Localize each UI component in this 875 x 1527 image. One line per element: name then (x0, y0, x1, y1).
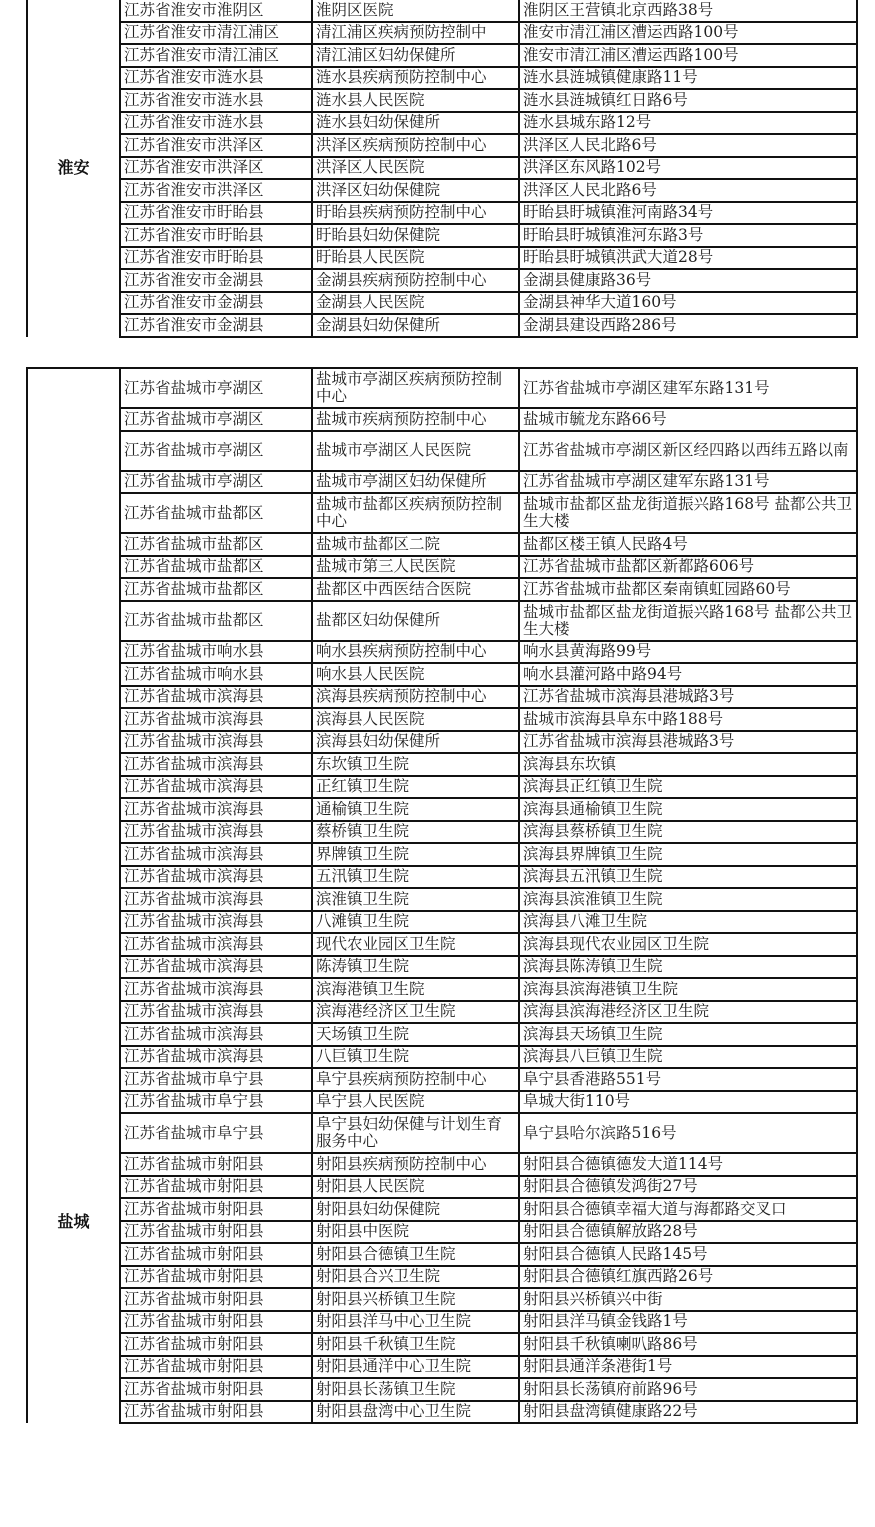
table-row (27, 1176, 857, 1199)
address-cell: 洪泽区东风路102号 (519, 157, 857, 180)
region-cell: 江苏省淮安市涟水县 (120, 112, 312, 135)
institution-name-cell: 正红镇卫生院 (312, 776, 519, 799)
table-row (27, 686, 857, 709)
region-cell: 江苏省盐城市滨海县 (120, 731, 312, 754)
table-row (27, 888, 857, 911)
region-cell: 江苏省盐城市盐都区 (120, 601, 312, 641)
address-cell: 射阳县盘湾镇健康路22号 (519, 1401, 857, 1424)
address-cell: 盐城市毓龙东路66号 (519, 408, 857, 431)
table-row (27, 1243, 857, 1266)
table-row (27, 202, 857, 225)
address-cell: 涟水县涟城镇红日路6号 (519, 89, 857, 112)
institution-name-cell: 响水县人民医院 (312, 663, 519, 686)
region-cell: 江苏省盐城市射阳县 (120, 1266, 312, 1289)
address-cell: 涟水县城东路12号 (519, 112, 857, 135)
institution-name-cell: 盱眙县妇幼保健院 (312, 224, 519, 247)
table-row (27, 292, 857, 315)
region-cell: 江苏省盐城市滨海县 (120, 1001, 312, 1024)
institution-name-cell: 阜宁县人民医院 (312, 1091, 519, 1114)
institution-name-cell: 清江浦区疾病预防控制中 (312, 22, 519, 45)
region-cell: 江苏省盐城市滨海县 (120, 866, 312, 889)
table-row (27, 866, 857, 889)
address-cell: 盐城市盐都区盐龙街道振兴路168号 盐都公共卫生大楼 (519, 493, 857, 533)
table-row (27, 1288, 857, 1311)
institution-name-cell: 滨海县疾病预防控制中心 (312, 686, 519, 709)
region-cell: 江苏省盐城市射阳县 (120, 1356, 312, 1379)
table-row (27, 978, 857, 1001)
table-row (27, 269, 857, 292)
table-row (27, 179, 857, 202)
address-cell: 滨海县蔡桥镇卫生院 (519, 821, 857, 844)
institution-name-cell: 洪泽区人民医院 (312, 157, 519, 180)
region-cell: 江苏省盐城市阜宁县 (120, 1068, 312, 1091)
institution-name-cell: 界牌镇卫生院 (312, 843, 519, 866)
table-row (27, 1068, 857, 1091)
institution-name-cell: 滨海县妇幼保健所 (312, 731, 519, 754)
region-cell: 江苏省淮安市金湖县 (120, 292, 312, 315)
table-row (27, 368, 857, 408)
table-row (27, 1356, 857, 1379)
table-row (27, 663, 857, 686)
table-row (27, 1091, 857, 1114)
institution-name-cell: 通榆镇卫生院 (312, 798, 519, 821)
address-cell: 射阳县合德镇发鸿街27号 (519, 1176, 857, 1199)
region-cell: 江苏省淮安市金湖县 (120, 314, 312, 337)
address-cell: 滨海县陈涛镇卫生院 (519, 956, 857, 979)
region-cell: 江苏省盐城市盐都区 (120, 578, 312, 601)
institution-name-cell: 八滩镇卫生院 (312, 911, 519, 934)
table-row (27, 956, 857, 979)
table-row (27, 224, 857, 247)
region-cell: 江苏省淮安市洪泽区 (120, 157, 312, 180)
table-row (27, 556, 857, 579)
address-cell: 滨海县天场镇卫生院 (519, 1023, 857, 1046)
region-cell: 江苏省盐城市响水县 (120, 663, 312, 686)
table-row (27, 1046, 857, 1069)
region-cell: 江苏省盐城市滨海县 (120, 1046, 312, 1069)
table-row (27, 1401, 857, 1424)
institution-name-cell: 射阳县千秋镇卫生院 (312, 1333, 519, 1356)
address-cell: 盐城市盐都区盐龙街道振兴路168号 盐都公共卫生大楼 (519, 601, 857, 641)
table-row (27, 933, 857, 956)
region-cell: 江苏省盐城市滨海县 (120, 686, 312, 709)
region-cell: 江苏省盐城市亭湖区 (120, 408, 312, 431)
address-cell: 射阳县长荡镇府前路96号 (519, 1378, 857, 1401)
institution-name-cell: 盐都区妇幼保健所 (312, 601, 519, 641)
address-cell: 射阳县合德镇德发大道114号 (519, 1153, 857, 1176)
table-row (27, 911, 857, 934)
institution-name-cell: 东坎镇卫生院 (312, 753, 519, 776)
institution-name-cell: 洪泽区疾病预防控制中心 (312, 134, 519, 157)
address-cell: 江苏省盐城市滨海县港城路3号 (519, 686, 857, 709)
institution-name-cell: 盐城市盐都区疾病预防控制中心 (312, 493, 519, 533)
address-cell: 江苏省盐城市亭湖区建军东路131号 (519, 471, 857, 494)
institution-name-cell: 天场镇卫生院 (312, 1023, 519, 1046)
table-row (27, 1378, 857, 1401)
address-cell: 盐都区楼王镇人民路4号 (519, 533, 857, 556)
table-row (27, 1198, 857, 1221)
region-cell: 江苏省盐城市射阳县 (120, 1176, 312, 1199)
region-cell: 江苏省盐城市滨海县 (120, 911, 312, 934)
address-cell: 射阳县合德镇红旗西路26号 (519, 1266, 857, 1289)
address-cell: 盐城市滨海县阜东中路188号 (519, 708, 857, 731)
table-row (27, 22, 857, 45)
region-cell: 江苏省盐城市滨海县 (120, 888, 312, 911)
address-cell: 射阳县通洋条港街1号 (519, 1356, 857, 1379)
region-cell: 江苏省盐城市滨海县 (120, 956, 312, 979)
address-cell: 江苏省盐城市滨海县港城路3号 (519, 731, 857, 754)
table-row (27, 821, 857, 844)
institution-name-cell: 响水县疾病预防控制中心 (312, 641, 519, 664)
address-cell: 射阳县合德镇幸福大道与海都路交叉口 (519, 1198, 857, 1221)
institution-name-cell: 射阳县合德镇卫生院 (312, 1243, 519, 1266)
address-cell: 滨海县滨海港镇卫生院 (519, 978, 857, 1001)
table-row (27, 89, 857, 112)
city-group-label: 淮安 (27, 0, 120, 337)
address-cell: 滨海县八巨镇卫生院 (519, 1046, 857, 1069)
address-cell: 滨海县滨海港经济区卫生院 (519, 1001, 857, 1024)
address-cell: 射阳县洋马镇金钱路1号 (519, 1311, 857, 1334)
table-row (27, 0, 857, 22)
table-row (27, 798, 857, 821)
institution-name-cell: 清江浦区妇幼保健所 (312, 44, 519, 67)
institution-name-cell: 射阳县疾病预防控制中心 (312, 1153, 519, 1176)
group-table-yancheng (26, 367, 858, 1424)
institution-name-cell: 金湖县妇幼保健所 (312, 314, 519, 337)
institution-name-cell: 盐城市亭湖区疾病预防控制中心 (312, 368, 519, 408)
table-row (27, 134, 857, 157)
address-cell: 响水县灌河路中路94号 (519, 663, 857, 686)
address-cell: 滨海县界牌镇卫生院 (519, 843, 857, 866)
region-cell: 江苏省淮安市盱眙县 (120, 202, 312, 225)
region-cell: 江苏省盐城市阜宁县 (120, 1091, 312, 1114)
region-cell: 江苏省盐城市滨海县 (120, 978, 312, 1001)
region-cell: 江苏省淮安市淮阴区 (120, 0, 312, 22)
institution-name-cell: 射阳县兴桥镇卫生院 (312, 1288, 519, 1311)
table-row (27, 493, 857, 533)
region-cell: 江苏省盐城市盐都区 (120, 493, 312, 533)
institution-name-cell: 盐都区中西医结合医院 (312, 578, 519, 601)
address-cell: 滨海县正红镇卫生院 (519, 776, 857, 799)
institution-name-cell: 射阳县洋马中心卫生院 (312, 1311, 519, 1334)
table-row (27, 1311, 857, 1334)
region-cell: 江苏省淮安市洪泽区 (120, 179, 312, 202)
institution-name-cell: 金湖县疾病预防控制中心 (312, 269, 519, 292)
table-row (27, 578, 857, 601)
table-row (27, 408, 857, 431)
address-cell: 射阳县合德镇人民路145号 (519, 1243, 857, 1266)
region-cell: 江苏省盐城市射阳县 (120, 1333, 312, 1356)
region-cell: 江苏省盐城市盐都区 (120, 533, 312, 556)
address-cell: 滨海县八滩卫生院 (519, 911, 857, 934)
institution-name-cell: 滨海港镇卫生院 (312, 978, 519, 1001)
institution-name-cell: 陈涛镇卫生院 (312, 956, 519, 979)
table-row (27, 67, 857, 90)
region-cell: 江苏省淮安市涟水县 (120, 89, 312, 112)
table-row (27, 112, 857, 135)
region-cell: 江苏省盐城市滨海县 (120, 843, 312, 866)
region-cell: 江苏省盐城市滨海县 (120, 933, 312, 956)
address-cell: 洪泽区人民北路6号 (519, 134, 857, 157)
address-cell: 响水县黄海路99号 (519, 641, 857, 664)
address-cell: 射阳县兴桥镇兴中街 (519, 1288, 857, 1311)
address-cell: 江苏省盐城市亭湖区新区经四路以西纬五路以南 (519, 431, 857, 471)
table-row (27, 843, 857, 866)
table-row (27, 431, 857, 471)
region-cell: 江苏省盐城市射阳县 (120, 1401, 312, 1424)
table-row (27, 1221, 857, 1244)
address-cell: 盱眙县盱城镇淮河东路3号 (519, 224, 857, 247)
institution-name-cell: 现代农业园区卫生院 (312, 933, 519, 956)
table-row (27, 1001, 857, 1024)
address-cell: 淮安市清江浦区漕运西路100号 (519, 22, 857, 45)
address-cell: 金湖县神华大道160号 (519, 292, 857, 315)
institution-name-cell: 盐城市亭湖区人民医院 (312, 431, 519, 471)
region-cell: 江苏省盐城市射阳县 (120, 1221, 312, 1244)
address-cell: 盱眙县盱城镇淮河南路34号 (519, 202, 857, 225)
table-row (27, 1333, 857, 1356)
table-row (27, 601, 857, 641)
institution-name-cell: 射阳县盘湾中心卫生院 (312, 1401, 519, 1424)
region-cell: 江苏省盐城市阜宁县 (120, 1113, 312, 1153)
institution-name-cell: 滨海港经济区卫生院 (312, 1001, 519, 1024)
table-row (27, 1113, 857, 1153)
region-cell: 江苏省淮安市清江浦区 (120, 44, 312, 67)
city-group-label: 盐城 (27, 368, 120, 1423)
address-cell: 淮阴区王营镇北京西路38号 (519, 0, 857, 22)
region-cell: 江苏省盐城市亭湖区 (120, 368, 312, 408)
institution-name-cell: 盐城市盐都区二院 (312, 533, 519, 556)
region-cell: 江苏省盐城市滨海县 (120, 798, 312, 821)
region-cell: 江苏省淮安市洪泽区 (120, 134, 312, 157)
region-cell: 江苏省盐城市盐都区 (120, 556, 312, 579)
table-row (27, 641, 857, 664)
address-cell: 滨海县五汛镇卫生院 (519, 866, 857, 889)
institution-name-cell: 阜宁县疾病预防控制中心 (312, 1068, 519, 1091)
address-cell: 金湖县建设西路286号 (519, 314, 857, 337)
region-cell: 江苏省盐城市亭湖区 (120, 431, 312, 471)
region-cell: 江苏省盐城市响水县 (120, 641, 312, 664)
address-cell: 江苏省盐城市亭湖区建军东路131号 (519, 368, 857, 408)
table-row (27, 753, 857, 776)
address-cell: 江苏省盐城市盐都区秦南镇虹园路60号 (519, 578, 857, 601)
region-cell: 江苏省盐城市射阳县 (120, 1153, 312, 1176)
table-row (27, 247, 857, 270)
institution-name-cell: 金湖县人民医院 (312, 292, 519, 315)
region-cell: 江苏省盐城市滨海县 (120, 753, 312, 776)
institution-name-cell: 射阳县合兴卫生院 (312, 1266, 519, 1289)
institution-name-cell: 八巨镇卫生院 (312, 1046, 519, 1069)
address-cell: 滨海县滨淮镇卫生院 (519, 888, 857, 911)
address-cell: 滨海县通榆镇卫生院 (519, 798, 857, 821)
table-row (27, 1153, 857, 1176)
region-cell: 江苏省盐城市滨海县 (120, 1023, 312, 1046)
table-row (27, 314, 857, 337)
address-cell: 阜城大街110号 (519, 1091, 857, 1114)
institution-name-cell: 盐城市疾病预防控制中心 (312, 408, 519, 431)
address-cell: 江苏省盐城市盐都区新都路606号 (519, 556, 857, 579)
address-cell: 阜宁县香港路551号 (519, 1068, 857, 1091)
region-cell: 江苏省淮安市金湖县 (120, 269, 312, 292)
region-cell: 江苏省盐城市滨海县 (120, 776, 312, 799)
institution-name-cell: 射阳县中医院 (312, 1221, 519, 1244)
region-cell: 江苏省淮安市清江浦区 (120, 22, 312, 45)
institution-name-cell: 五汛镇卫生院 (312, 866, 519, 889)
table-row (27, 776, 857, 799)
region-cell: 江苏省淮安市盱眙县 (120, 224, 312, 247)
institution-name-cell: 阜宁县妇幼保健与计划生育服务中心 (312, 1113, 519, 1153)
region-cell: 江苏省淮安市盱眙县 (120, 247, 312, 270)
table-row (27, 44, 857, 67)
address-cell: 滨海县现代农业园区卫生院 (519, 933, 857, 956)
institution-name-cell: 射阳县通洋中心卫生院 (312, 1356, 519, 1379)
region-cell: 江苏省盐城市射阳县 (120, 1288, 312, 1311)
table-row (27, 157, 857, 180)
address-cell: 淮安市清江浦区漕运西路100号 (519, 44, 857, 67)
institution-name-cell: 射阳县妇幼保健院 (312, 1198, 519, 1221)
address-cell: 滨海县东坎镇 (519, 753, 857, 776)
institution-name-cell: 盐城市亭湖区妇幼保健所 (312, 471, 519, 494)
institution-name-cell: 淮阴区医院 (312, 0, 519, 22)
institution-name-cell: 蔡桥镇卫生院 (312, 821, 519, 844)
address-cell: 阜宁县哈尔滨路516号 (519, 1113, 857, 1153)
table-row (27, 1266, 857, 1289)
institution-name-cell: 盱眙县疾病预防控制中心 (312, 202, 519, 225)
institution-name-cell: 洪泽区妇幼保健院 (312, 179, 519, 202)
address-cell: 涟水县涟城镇健康路11号 (519, 67, 857, 90)
region-cell: 江苏省盐城市射阳县 (120, 1243, 312, 1266)
address-cell: 金湖县健康路36号 (519, 269, 857, 292)
address-cell: 盱眙县盱城镇洪武大道28号 (519, 247, 857, 270)
region-cell: 江苏省淮安市涟水县 (120, 67, 312, 90)
institution-name-cell: 涟水县疾病预防控制中心 (312, 67, 519, 90)
institution-name-cell: 滨淮镇卫生院 (312, 888, 519, 911)
institution-name-cell: 射阳县人民医院 (312, 1176, 519, 1199)
group-table-huaian (26, 0, 858, 338)
table-row (27, 731, 857, 754)
institution-name-cell: 涟水县妇幼保健所 (312, 112, 519, 135)
institution-name-cell: 盐城市第三人民医院 (312, 556, 519, 579)
table-row (27, 471, 857, 494)
institution-name-cell: 盱眙县人民医院 (312, 247, 519, 270)
region-cell: 江苏省盐城市射阳县 (120, 1198, 312, 1221)
address-cell: 洪泽区人民北路6号 (519, 179, 857, 202)
region-cell: 江苏省盐城市亭湖区 (120, 471, 312, 494)
institution-name-cell: 涟水县人民医院 (312, 89, 519, 112)
region-cell: 江苏省盐城市射阳县 (120, 1378, 312, 1401)
region-cell: 江苏省盐城市射阳县 (120, 1311, 312, 1334)
region-cell: 江苏省盐城市滨海县 (120, 821, 312, 844)
table-row (27, 708, 857, 731)
region-cell: 江苏省盐城市滨海县 (120, 708, 312, 731)
table-row (27, 1023, 857, 1046)
institution-name-cell: 滨海县人民医院 (312, 708, 519, 731)
institution-name-cell: 射阳县长荡镇卫生院 (312, 1378, 519, 1401)
address-cell: 射阳县合德镇解放路28号 (519, 1221, 857, 1244)
table-row (27, 533, 857, 556)
address-cell: 射阳县千秋镇喇叭路86号 (519, 1333, 857, 1356)
